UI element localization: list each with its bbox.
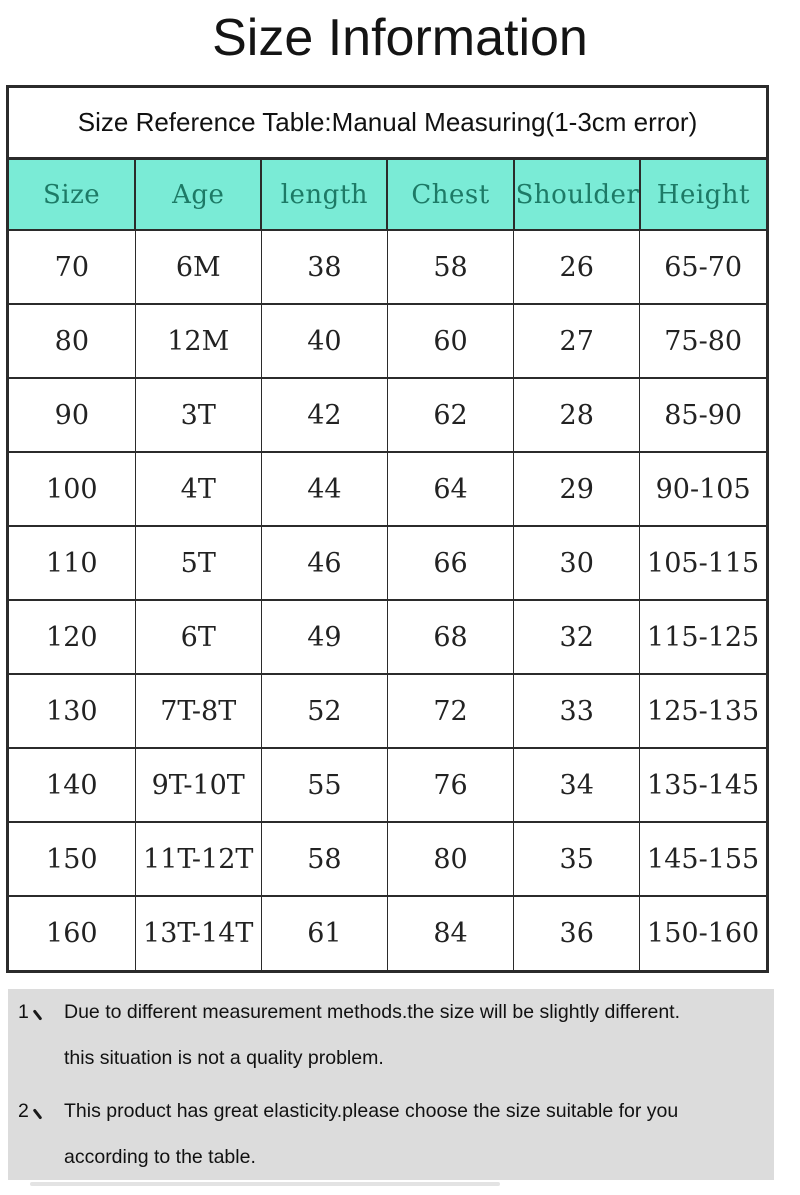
header-cell-chest: Chest: [387, 160, 513, 230]
table-row: [9, 304, 766, 378]
table-cell-length: 38: [261, 230, 387, 304]
table-cell-age: 6M: [135, 230, 261, 304]
header-cell-shoulder: Shoulder: [514, 160, 640, 230]
ideographic-comma-icon: [32, 1009, 42, 1020]
note-2-line-2: according to the table.: [64, 1145, 256, 1168]
table-cell-height: 65-70: [640, 230, 766, 304]
table-cell-length: 49: [261, 600, 387, 674]
table-cell-length: 58: [261, 822, 387, 896]
table-cell-age: 4T: [135, 452, 261, 526]
table-cell-age: 6T: [135, 600, 261, 674]
table-cell-height: 150-160: [640, 896, 766, 970]
table-row: [9, 748, 766, 822]
table-cell-size: 120: [9, 600, 135, 674]
table-cell-age: 12M: [135, 304, 261, 378]
table-cell-size: 130: [9, 674, 135, 748]
table-cell-chest: 58: [387, 230, 513, 304]
table-cell-height: 75-80: [640, 304, 766, 378]
table-cell-height: 85-90: [640, 378, 766, 452]
table-cell-shoulder: 33: [514, 674, 640, 748]
table-cell-age: 9T-10T: [135, 748, 261, 822]
note-1-text: [64, 989, 768, 1081]
table-cell-length: 52: [261, 674, 387, 748]
table-cell-height: 125-135: [640, 674, 766, 748]
table-cell-height: 135-145: [640, 748, 766, 822]
table-cell-shoulder: 27: [514, 304, 640, 378]
table-cell-height: 105-115: [640, 526, 766, 600]
table-cell-chest: 62: [387, 378, 513, 452]
table-cell-size: 150: [9, 822, 135, 896]
table-cell-size: 160: [9, 896, 135, 970]
table-cell-length: 44: [261, 452, 387, 526]
table-cell-size: 100: [9, 452, 135, 526]
table-cell-size: 140: [9, 748, 135, 822]
page-title: Size Information: [212, 9, 588, 67]
table-cell-shoulder: 32: [514, 600, 640, 674]
table-cell-height: 90-105: [640, 452, 766, 526]
table-cell-size: 90: [9, 378, 135, 452]
note-2-line-1: This product has great elasticity.please choose the size suitable for you: [64, 1099, 679, 1122]
table-cell-chest: 72: [387, 674, 513, 748]
table-row: [9, 600, 766, 674]
note-2-marker: [18, 1088, 64, 1134]
table-cell-chest: 64: [387, 452, 513, 526]
table-cell-length: 55: [261, 748, 387, 822]
size-table: [9, 160, 766, 970]
header-cell-height: Height: [640, 160, 766, 230]
table-cell-shoulder: 26: [514, 230, 640, 304]
table-cell-shoulder: 36: [514, 896, 640, 970]
ideographic-comma-icon: [32, 1108, 42, 1119]
table-cell-chest: 68: [387, 600, 513, 674]
table-cell-length: 40: [261, 304, 387, 378]
header-cell-length: length: [261, 160, 387, 230]
table-cell-size: 80: [9, 304, 135, 378]
table-row: [9, 526, 766, 600]
header-cell-size: Size: [9, 160, 135, 230]
table-row: [9, 378, 766, 452]
table-cell-shoulder: 35: [514, 822, 640, 896]
table-cell-length: 42: [261, 378, 387, 452]
table-cell-age: 3T: [135, 378, 261, 452]
note-item-1: [18, 989, 768, 1081]
table-row: [9, 674, 766, 748]
notes-panel: [8, 989, 774, 1180]
note-item-2: [18, 1088, 768, 1180]
table-cell-chest: 76: [387, 748, 513, 822]
table-cell-length: 46: [261, 526, 387, 600]
table-cell-height: 115-125: [640, 600, 766, 674]
table-cell-size: 110: [9, 526, 135, 600]
table-cell-chest: 66: [387, 526, 513, 600]
table-row: [9, 896, 766, 970]
note-1-line-1: Due to different measurement methods.the size will be slightly different.: [64, 1000, 681, 1023]
size-reference-table-box: [6, 85, 769, 973]
table-cell-age: 11T-12T: [135, 822, 261, 896]
scan-artifact: [30, 1182, 500, 1186]
table-caption: Size Reference Table:Manual Measuring(1-3cm error): [9, 88, 766, 160]
note-1-marker: [18, 989, 64, 1035]
note-1-number: 1: [18, 1000, 29, 1023]
table-cell-age: 5T: [135, 526, 261, 600]
header-cell-age: Age: [135, 160, 261, 230]
table-cell-size: 70: [9, 230, 135, 304]
note-1-line-2: this situation is not a quality problem.: [64, 1046, 384, 1069]
table-cell-age: 7T-8T: [135, 674, 261, 748]
table-row: [9, 230, 766, 304]
table-row: [9, 822, 766, 896]
table-cell-shoulder: 29: [514, 452, 640, 526]
table-cell-chest: 80: [387, 822, 513, 896]
note-2-text: [64, 1088, 768, 1180]
table-cell-length: 61: [261, 896, 387, 970]
table-cell-chest: 60: [387, 304, 513, 378]
table-cell-age: 13T-14T: [135, 896, 261, 970]
note-2-number: 2: [18, 1099, 29, 1122]
table-cell-shoulder: 28: [514, 378, 640, 452]
table-cell-shoulder: 34: [514, 748, 640, 822]
table-row: [9, 452, 766, 526]
header-row: [9, 160, 766, 230]
table-cell-chest: 84: [387, 896, 513, 970]
table-cell-shoulder: 30: [514, 526, 640, 600]
table-cell-height: 145-155: [640, 822, 766, 896]
